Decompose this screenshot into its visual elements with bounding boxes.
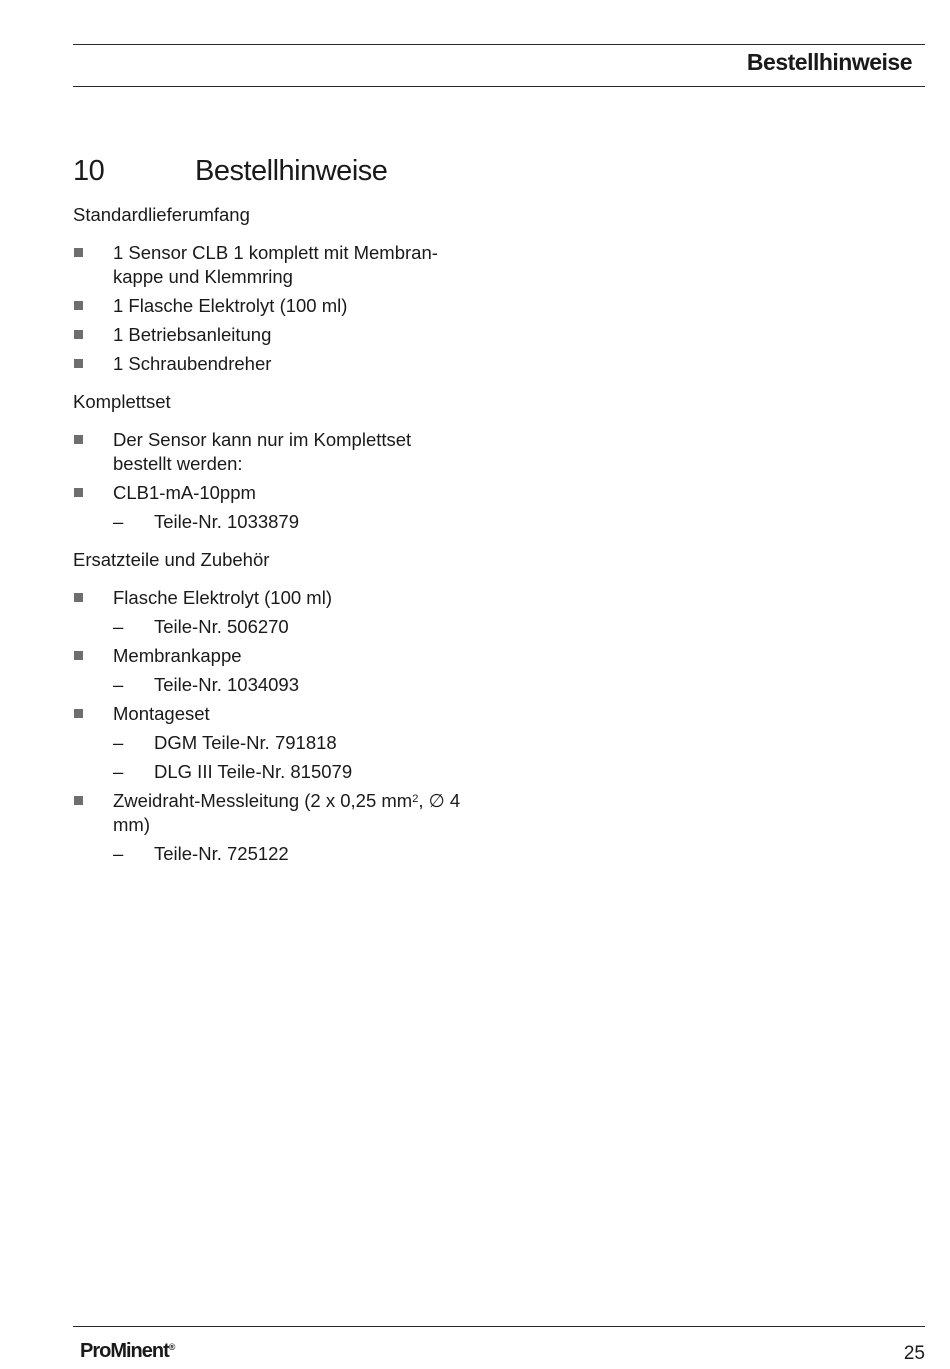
sub-list-item: – Teile-Nr. 1034093 (113, 674, 300, 695)
page-content (73, 203, 493, 880)
ersatz-group (73, 548, 493, 866)
bullet-square-icon (74, 593, 83, 602)
list-item: Montageset (73, 702, 493, 726)
dash-marker: – (113, 511, 124, 532)
header-rule-bottom (73, 86, 925, 87)
bullet-square-icon (74, 301, 83, 310)
sub-list-item: – Teile-Nr. 1033879 (113, 511, 300, 532)
standard-group (73, 203, 493, 376)
bullet-square-icon (74, 330, 83, 339)
bullet-square-icon (74, 248, 83, 257)
ersatz-heading: Ersatzteile und Zubehör (73, 549, 270, 570)
dash-marker: – (113, 843, 124, 864)
list-item: 1 Flasche Elektrolyt (100 ml) (73, 294, 493, 318)
bullet-square-icon (74, 796, 83, 805)
sub-list-item: – Teile-Nr. 725122 (113, 843, 289, 864)
sub-list-item: – Teile-Nr. 506270 (113, 616, 289, 637)
list-item: Der Sensor kann nur im Komplettset bestellt werden: (73, 428, 493, 476)
list-item: CLB1-mA-10ppm (73, 481, 493, 505)
prominent-logo: ProMinent® (80, 1340, 175, 1362)
bullet-square-icon (74, 359, 83, 368)
section-title: Bestellhinweise (195, 155, 388, 187)
standard-heading: Standardlieferumfang (73, 204, 250, 225)
sub-list-item: – DGM Teile-Nr. 791818 (113, 732, 337, 753)
dash-marker: – (113, 674, 124, 695)
running-header-title: Bestellhinweise (746, 49, 912, 75)
dash-marker: – (113, 761, 124, 782)
komplett-heading: Komplettset (73, 391, 171, 412)
list-item: 1 Sensor CLB 1 komplett mit Membran- kappe und Klemmring (73, 241, 493, 289)
bullet-square-icon (74, 709, 83, 718)
bullet-square-icon (74, 435, 83, 444)
dash-marker: – (113, 732, 124, 753)
list-item: Membrankappe (73, 644, 493, 668)
bullet-square-icon (74, 651, 83, 660)
bullet-square-icon (74, 488, 83, 497)
list-item: 1 Betriebsanleitung (73, 323, 493, 347)
dash-marker: – (113, 616, 124, 637)
page-number: 25 (903, 1343, 925, 1364)
section-number: 10 (73, 155, 105, 187)
list-item: Zweidraht-Messleitung (2 x 0,25 $mm^2$, ∅ 4 mm) (73, 789, 493, 837)
footer-rule (73, 1326, 925, 1327)
komplett-group (73, 390, 493, 534)
list-item: Flasche Elektrolyt (100 ml) (73, 586, 493, 610)
list-item: 1 Schraubendreher (73, 352, 493, 376)
header-rule-top (73, 44, 925, 45)
sub-list-item: – DLG III Teile-Nr. 815079 (113, 761, 353, 782)
